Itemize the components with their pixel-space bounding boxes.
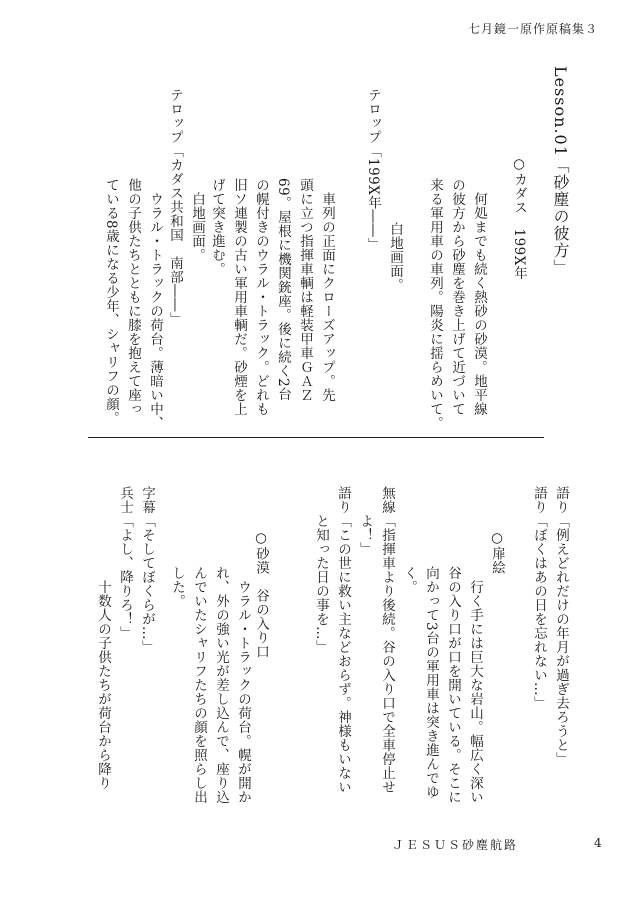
telop-year: テロップ「199X年――」 [365,88,381,252]
description-block: 行く手には巨大な岩山。幅広く深い 谷の入り口が口を開いている。そこに 向かって3台の軍用車は突き進んでゆ く。 [401,566,483,804]
section-divider [88,437,544,438]
narration-line: 語り「ぼくはあの日を忘れない…」 [531,486,547,710]
soldier-dialogue: 兵士「よし、降りろ！」 [117,486,133,640]
scene-heading-valley: ○砂漠 谷の入り口 [253,530,269,659]
lesson-heading: Lesson.01「砂塵の彼方」 [551,66,570,276]
narration-line: 語り「例えどれだけの年月が過ぎ去ろうと」 [553,486,569,766]
direction-white-screen: 白地画面。 [387,208,403,292]
description-block: 何処までも続く熱砂の砂漠。地平線 の彼方から砂塵を巻き上げて近づいて 来る軍用車の車列。陽炎に揺らめいて。 [427,178,487,430]
description-block: ウラル・トラックの荷台。幌が開か れ、外の強い光が差し込んで、座り込 んでいたシャリフたちの顔を照らし出 した。 [169,566,251,804]
description-block: ウラル・トラックの荷台。薄暗い中、 他の子供たちとともに膝を抱えて座っ ている8歳になる少年、シャリフの顔。 [103,178,163,430]
scene-heading-frontispiece: ○扉絵 [489,530,505,575]
footer-book-title: ＪＥＳＵＳ砂塵航路 [392,838,519,852]
description-block: 十数人の子供たちが荷台から降り [95,566,111,790]
running-header: 七月鏡一原作原稿集３ [467,22,598,36]
page-number: 4 [594,836,602,850]
direction-white-screen: 白地画面。 [189,178,205,262]
subtitle-line: 字幕「そしてぼくらが…」 [139,486,155,654]
narration-line: 語り「この世に救い主などおらず。神様もいない と知った日の事を…」 [313,486,351,794]
radio-dialogue: 無線「指揮車より後続。谷の入り口で全車停止せ よ！」 [357,486,395,794]
description-block: 車列の正面にクローズアップ。先 頭に立つ指揮車輌は軽装甲車ＧＡＺ 69。屋根に機関銃座。後に続く2台 の幌付きのウラル・トラック。どれも 旧ソ連製の古い軍用車輌だ。砂煙を上 げて突き進む。 [209,178,335,416]
scene-heading-kadasu: ○カダス 199X年 [511,156,527,280]
telop-location: テロップ「カダス共和国 南部――」 [167,88,183,326]
